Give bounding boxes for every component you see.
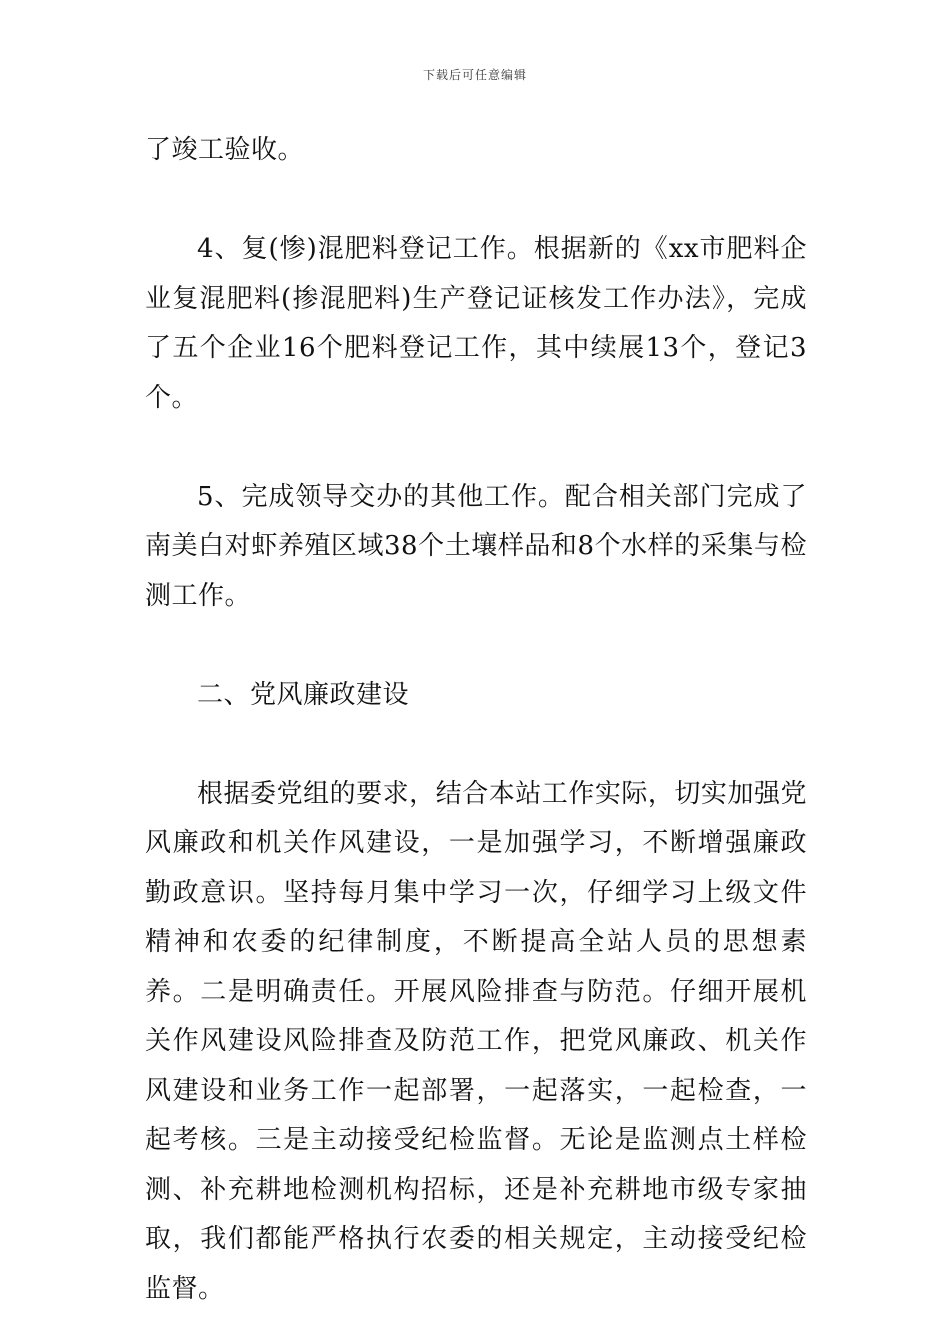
- paragraph-gap: [145, 720, 807, 770]
- paragraph-party-conduct: 根据委党组的要求，结合本站工作实际，切实加强党风廉政和机关作风建设，一是加强学习，不断增强廉政勤政意识。坚持每月集中学习一次，仔细学习上级文件精神和农委的纪律制度，不断提高全站人员的思想素养。二是明确责任。开展风险排查与防范。仔细开展机关作风建设风险排查及防范工作，把党风廉政、机关作风建设和业务工作一起部署，一起落实，一起检查，一起考核。三是主动接受纪检监督。无论是监测点土样检测、补充耕地检测机构招标，还是补充耕地市级专家抽取，我们都能严格执行农委的相关规定，主动接受纪检监督。: [145, 778, 807, 1304]
- paragraph-gap: [145, 423, 807, 473]
- section-heading-party-conduct: 二、党风廉政建设: [197, 679, 410, 710]
- paragraph-continuation: 了竣工验收。: [145, 135, 305, 165]
- paragraph-other-work: 5、完成领导交办的其他工作。配合相关部门完成了南美白对虾养殖区域38个土壤样品和8个水样的采集与检测工作。: [145, 481, 807, 611]
- paragraph-gap: [145, 176, 807, 226]
- document-body: [145, 126, 807, 1314]
- page-header: 下载后可任意编辑: [422, 68, 527, 82]
- paragraph-fertilizer-registration: 4、复(惨)混肥料登记工作。根据新的《xx市肥料企业复混肥料(掺混肥料)生产登记证核发工作办法》，完成了五个企业16个肥料登记工作，其中续展13个，登记3个。: [145, 234, 807, 413]
- paragraph-gap: [145, 621, 807, 671]
